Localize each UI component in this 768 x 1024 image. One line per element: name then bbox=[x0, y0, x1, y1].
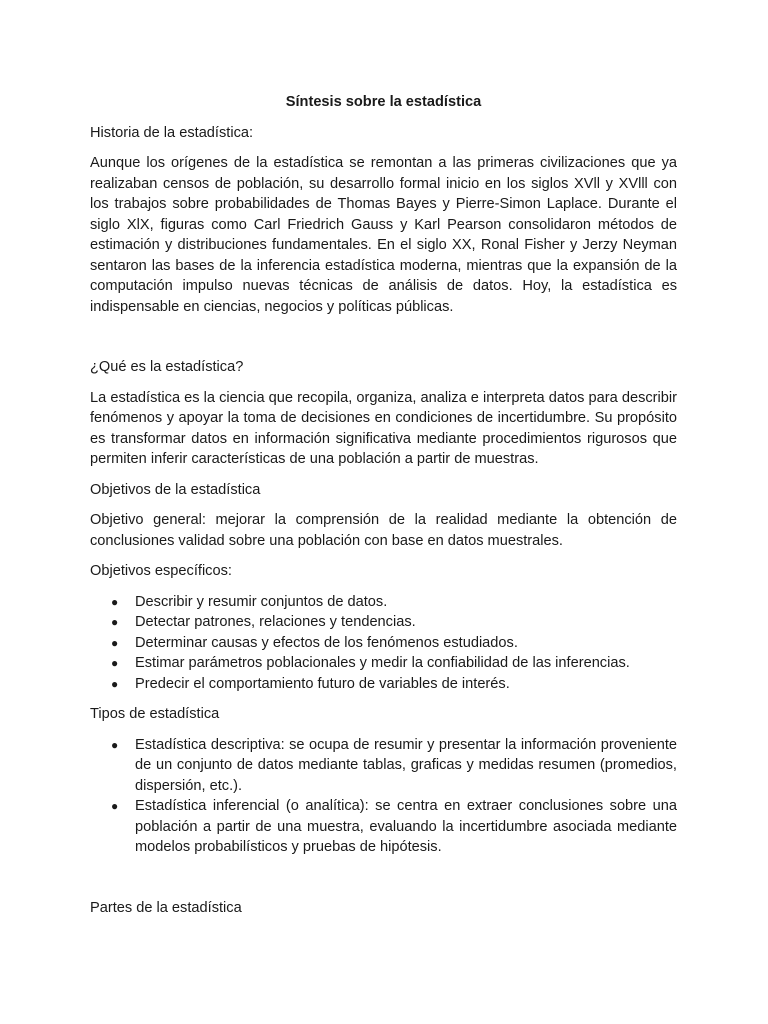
list-item bbox=[111, 796, 677, 858]
bullet-icon: ● bbox=[111, 799, 119, 813]
objetivos-heading: Objetivos de la estadística bbox=[90, 481, 261, 498]
list-item-text: Predecir el comportamiento futuro de variables de interés. bbox=[135, 675, 510, 692]
objetivo-general: Objetivo general: mejorar la comprensión de la realidad mediante la obtención de conclusiones validad sobre una población con base en datos muestrales. bbox=[90, 512, 677, 549]
list-item bbox=[111, 735, 677, 797]
list-item-text: Estimar parámetros poblacionales y medir la confiabilidad de las inferencias. bbox=[135, 655, 630, 671]
list-item-text: Estadística descriptiva: se ocupa de resumir y presentar la información proveniente de un conjunto de datos mediante tablas, graficas y medidas resumen (promedios, dispersión, etc.). bbox=[135, 736, 677, 794]
objetivos-especificos-heading: Objetivos específicos: bbox=[90, 563, 232, 579]
bullet-icon: ● bbox=[111, 635, 119, 650]
tipos-list bbox=[90, 735, 677, 858]
list-item bbox=[111, 653, 677, 674]
bullet-icon: ● bbox=[111, 656, 119, 670]
que-es-body: La estadística es la ciencia que recopila, organiza, analiza e interpreta datos para describir fenómenos y apoyar la toma de decisiones en condiciones de incertidumbre. Su propósito es transformar datos en información significativa mediante procedimientos rigurosos que permiten inferir características de una población a partir de muestras. bbox=[90, 389, 677, 467]
list-item-text: Estadística inferencial (o analítica): se centra en extraer conclusiones sobre una población a partir de una muestra, evaluando la incertidumbre asociada mediante modelos probabilísticos y pruebas de hipótesis. bbox=[135, 798, 677, 855]
bullet-icon: ● bbox=[111, 676, 119, 691]
bullet-icon: ● bbox=[111, 737, 119, 752]
tipos-heading: Tipos de estadística bbox=[90, 706, 220, 722]
que-es-heading: ¿Qué es la estadística? bbox=[90, 359, 244, 375]
partes-heading: Partes de la estadística bbox=[90, 899, 242, 916]
list-item-text: Determinar causas y efectos de los fenómenos estudiados. bbox=[135, 634, 518, 651]
document-title: Síntesis sobre la estadística bbox=[285, 94, 482, 110]
list-item bbox=[111, 592, 677, 613]
bullet-icon: ● bbox=[111, 615, 119, 629]
bullet-icon: ● bbox=[111, 594, 119, 609]
spacer bbox=[90, 868, 677, 898]
list-item bbox=[111, 674, 677, 695]
list-item-text: Detectar patrones, relaciones y tendencias. bbox=[135, 614, 416, 630]
objetivos-especificos-list bbox=[90, 592, 677, 695]
historia-body: Aunque los orígenes de la estadística se remontan a las primeras civilizaciones que ya realizaban censos de población, su desarrollo formal inicio en los siglos XVll y XVlll con los trabajos sobre probabilidades de Thomas Bayes y Pierre-Simon Laplace. Durante el siglo XlX, figuras como Carl Friedrich Gauss y Karl Pearson consolidaron métodos de estimación y distribuciones fundamentales. En el siglo XX, Ronal Fisher y Jerzy Neyman sentaron las bases de la inferencia estadística moderna, mientras que la expansión de la computación impulso nuevas técnicas de análisis de datos. Hoy, la estadística es indispensable en ciencias, negocios y políticas públicas. bbox=[90, 155, 677, 315]
list-item bbox=[111, 612, 677, 633]
spacer bbox=[90, 327, 677, 357]
historia-heading: Historia de la estadística: bbox=[90, 124, 254, 141]
list-item bbox=[111, 633, 677, 654]
list-item-text: Describir y resumir conjuntos de datos. bbox=[135, 593, 388, 610]
